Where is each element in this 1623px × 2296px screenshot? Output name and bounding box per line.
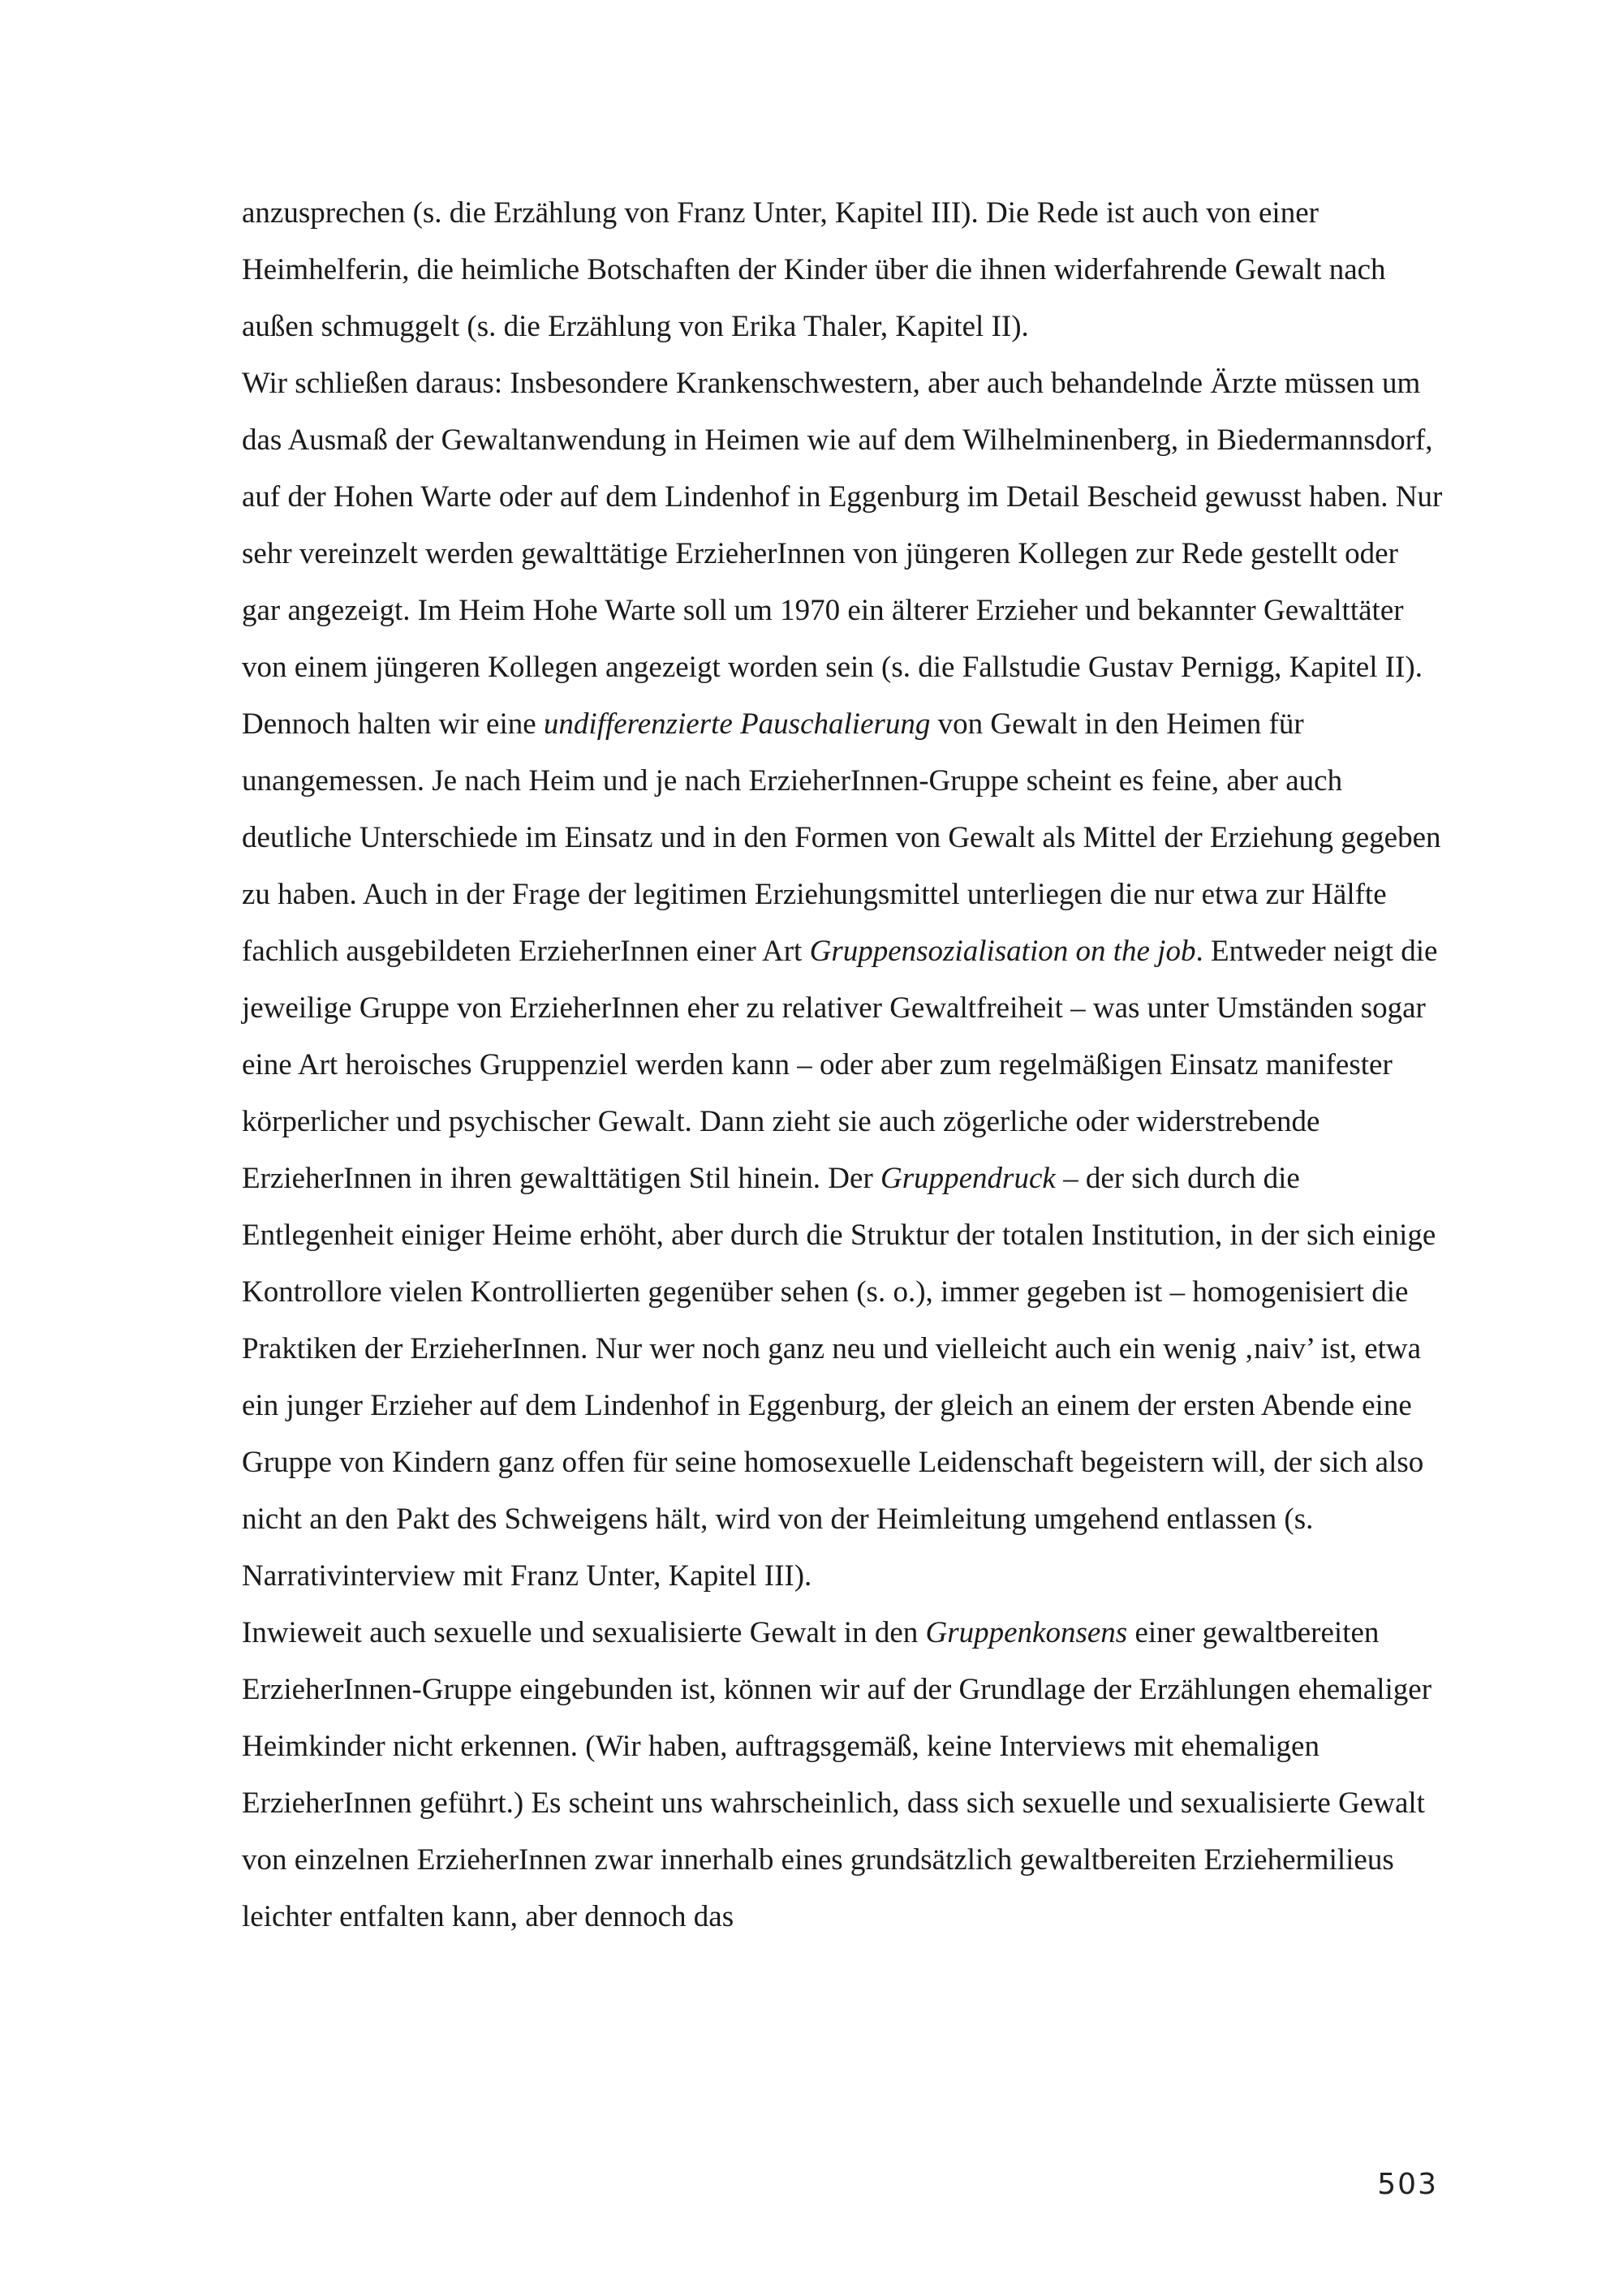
paragraph-text: . Entweder neigt die jeweilige Gruppe von ErzieherInnen eher zu relativer Gewaltfreiheit – was unter Umständen sogar eine Art heroisches Gruppenziel werden kann – oder aber zum regelmäßigen Einsatz manifester körperlicher und psychischer Gewalt. Dann zieht sie auch zögerliche oder widerstrebende ErzieherInnen in ihren gewalttätigen Stil hinein. Der	[242, 935, 1438, 1195]
italic-term-gruppensozialisation: Gruppensozialisation on the job	[809, 935, 1196, 968]
paragraph-text: von Gewalt in den Heimen für unangemessen. Je nach Heim und je nach ErzieherInnen-Gruppe scheint es feine, aber auch deutliche Unterschiede im Einsatz und in den Formen von Gewalt als Mittel der Erziehung gegeben zu haben. Auch in der Frage der legitimen Erziehungsmittel unterliegen die nur etwa zur Hälfte fachlich ausgebildeten ErzieherInnen einer Art	[242, 707, 1441, 968]
page-number: 503	[1377, 2168, 1438, 2201]
italic-term-gruppendruck: Gruppendruck	[880, 1162, 1056, 1195]
paragraph-3	[242, 696, 1443, 1605]
italic-term-gruppenkonsens: Gruppenkonsens	[925, 1616, 1128, 1649]
paragraph-text: Dennoch halten wir eine	[242, 707, 544, 741]
paragraph-1	[242, 185, 1443, 355]
paragraph-2	[242, 355, 1443, 696]
paragraph-4	[242, 1605, 1443, 1946]
paragraph-text: Wir schließen daraus: Insbesondere Krankenschwestern, aber auch behandelnde Ärzte müssen um das Ausmaß der Gewaltanwendung in Heimen wie auf dem Wilhelminenberg, in Biedermannsdorf, auf der Hohen Warte oder auf dem Lindenhof in Eggenburg im Detail Bescheid gewusst haben. Nur sehr vereinzelt werden gewalttätige ErzieherInnen von jüngeren Kollegen zur Rede gestellt oder gar angezeigt. Im Heim Hohe Warte soll um 1970 ein älterer Erzieher und bekannter Gewalttäter von einem jüngeren Kollegen angezeigt worden sein (s. die Fallstudie Gustav Pernigg, Kapitel II).	[242, 367, 1443, 684]
paragraph-text: Inwieweit auch sexuelle und sexualisierte Gewalt in den	[242, 1616, 926, 1649]
paragraph-text: – der sich durch die Entlegenheit einiger Heime erhöht, aber durch die Struktur der totalen Institution, in der sich einige Kontrollore vielen Kontrollierten gegenüber sehen (s. o.), immer gegeben ist – homogenisiert die Praktiken der ErzieherInnen. Nur wer noch ganz neu und vielleicht auch ein wenig ‚naiv’ ist, etwa ein junger Erzieher auf dem Lindenhof in Eggenburg, der gleich an einem der ersten Abende eine Gruppe von Kindern ganz offen für seine homosexuelle Leidenschaft begeistern will, der sich also nicht an den Pakt des Schweigens hält, wird von der Heimleitung umgehend entlassen (s. Narrativinterview mit Franz Unter, Kapitel III).	[242, 1162, 1436, 1593]
body-text	[242, 185, 1443, 1946]
paragraph-text: einer gewaltbereiten ErzieherInnen-Gruppe eingebunden ist, können wir auf der Grundlage der Erzählungen ehemaliger Heimkinder nicht erkennen. (Wir haben, auftragsgemäß, keine Interviews mit ehemaligen ErzieherInnen geführt.) Es scheint uns wahrscheinlich, dass sich sexuelle und sexualisierte Gewalt von einzelnen ErzieherInnen zwar innerhalb eines grundsätzlich gewaltbereiten Erziehermilieus leichter entfalten kann, aber dennoch das	[242, 1616, 1432, 1933]
italic-term-undifferenzierte-pauschalierung: undifferenzierte Pauschalierung	[543, 707, 931, 741]
paragraph-text: anzusprechen (s. die Erzählung von Franz Unter, Kapitel III). Die Rede ist auch von einer Heimhelferin, die heimliche Botschaften der Kinder über die ihnen widerfahrende Gewalt nach außen schmuggelt (s. die Erzählung von Erika Thaler, Kapitel II).	[242, 196, 1386, 343]
